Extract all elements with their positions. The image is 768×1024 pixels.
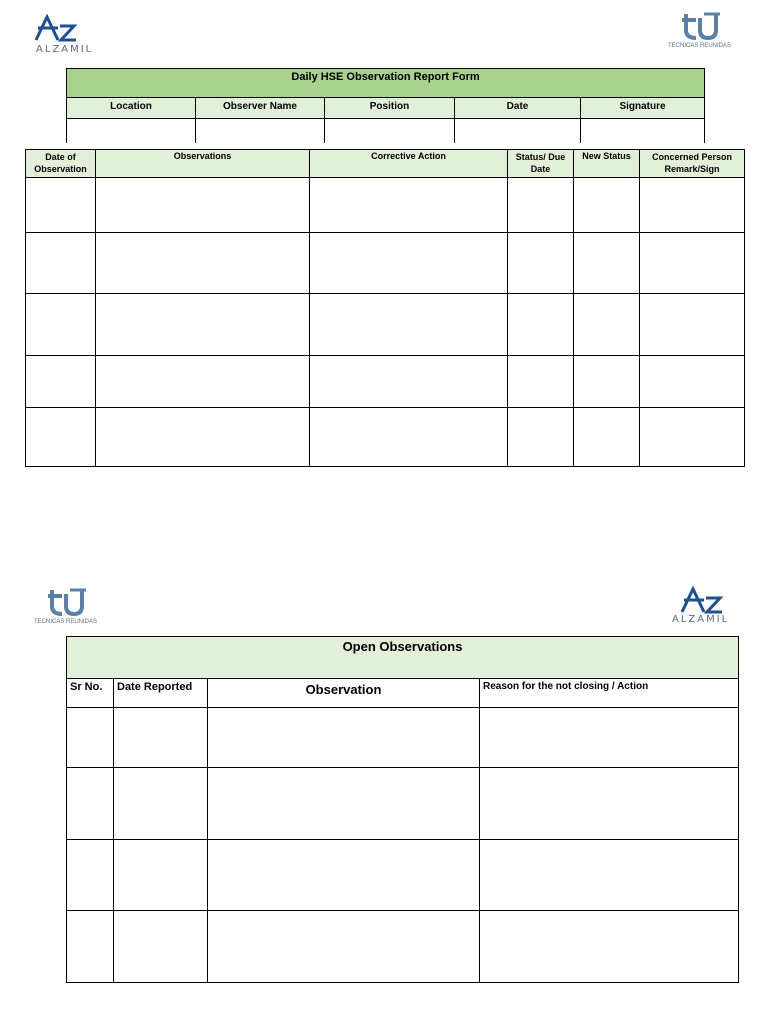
tr-name: TECNICAS REUNIDAS xyxy=(668,43,732,49)
alzamil-mark-icon xyxy=(680,586,750,616)
table-row xyxy=(26,294,745,356)
col-status-due-date: Status/ Due Date xyxy=(508,150,574,178)
col-reason: Reason for the not closing / Action xyxy=(480,679,739,708)
col-new-status: New Status xyxy=(574,150,640,178)
col-date-reported: Date Reported xyxy=(114,679,208,708)
table-row xyxy=(67,708,739,768)
col-date-of-observation: Date of Observation xyxy=(26,150,96,178)
value-signature xyxy=(581,119,705,143)
header-observer-name: Observer Name xyxy=(196,98,325,119)
col-observations: Observations xyxy=(96,150,310,178)
table-row xyxy=(26,233,745,294)
tr-mark-icon xyxy=(48,586,88,616)
col-corrective-action: Corrective Action xyxy=(310,150,508,178)
open-observations-table xyxy=(66,636,739,983)
header-date: Date xyxy=(455,98,581,119)
value-date xyxy=(455,119,581,143)
alzamil-mark-icon xyxy=(34,14,104,44)
col-observation: Observation xyxy=(208,679,480,708)
value-location xyxy=(67,119,196,143)
header-signature: Signature xyxy=(581,98,705,119)
alzamil-logo-bottom xyxy=(670,586,740,630)
alzamil-name: ALZAMIL xyxy=(672,614,730,625)
tr-mark-icon xyxy=(682,10,722,40)
value-observer-name xyxy=(196,119,325,143)
tr-name: TECNICAS REUNIDAS xyxy=(34,619,98,625)
col-concerned-person: Concerned Person Remark/Sign xyxy=(640,150,745,178)
hse-header-table xyxy=(66,68,705,143)
alzamil-logo-top xyxy=(34,14,104,58)
table-row xyxy=(26,178,745,233)
observations-table xyxy=(25,149,745,467)
col-sr-no: Sr No. xyxy=(67,679,114,708)
table-row xyxy=(67,911,739,983)
open-observations-title: Open Observations xyxy=(67,637,739,679)
table-row xyxy=(67,840,739,911)
header-location: Location xyxy=(67,98,196,119)
form-title: Daily HSE Observation Report Form xyxy=(67,69,705,98)
alzamil-name: ALZAMIL xyxy=(36,44,94,55)
header-position: Position xyxy=(325,98,455,119)
table-row xyxy=(26,408,745,467)
tr-logo-bottom xyxy=(34,586,114,630)
tr-logo-top xyxy=(664,10,744,54)
table-row xyxy=(67,768,739,840)
value-position xyxy=(325,119,455,143)
table-row xyxy=(26,356,745,408)
